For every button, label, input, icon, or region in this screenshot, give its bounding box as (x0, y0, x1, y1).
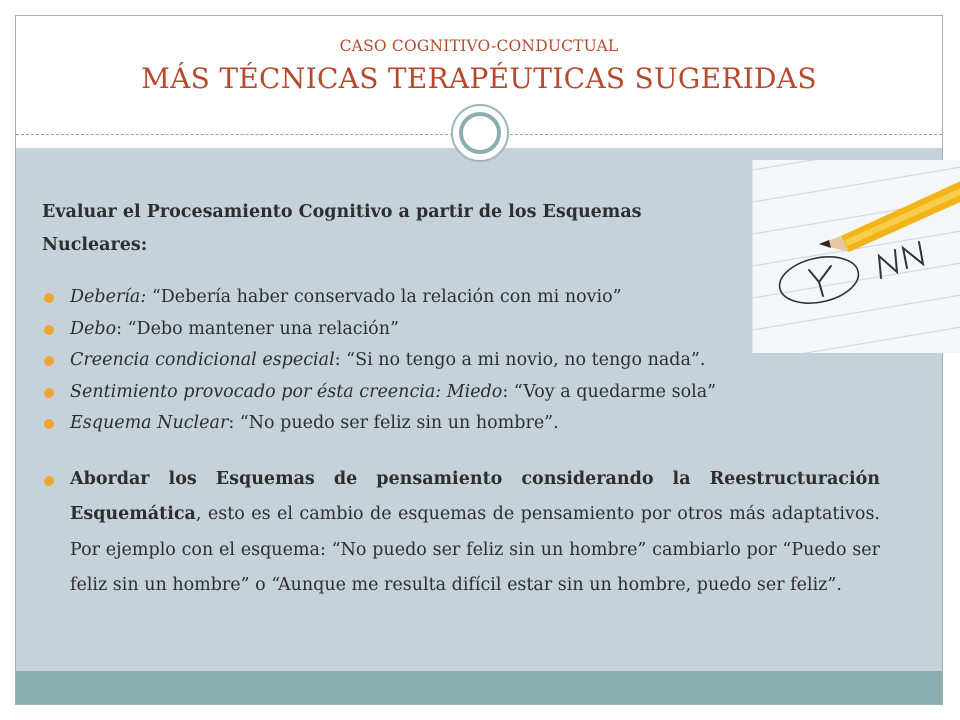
divider-ring-icon (451, 104, 509, 162)
item-label: Debería: (70, 287, 147, 307)
paragraph-item (42, 462, 880, 604)
list-item (42, 345, 880, 377)
list-item (42, 314, 880, 346)
slide-subtitle: CASO COGNITIVO-CONDUCTUAL (339, 37, 619, 55)
section-heading-line2: Nucleares: (42, 235, 148, 255)
footer-band (16, 671, 942, 704)
item-text: “Debería haber conservado la relación con mi novio” (146, 287, 622, 307)
list-item (42, 282, 880, 314)
paragraph-bold: Abordar los Esquemas de pensamiento considerando la Reestructuración Esquemática (70, 468, 880, 524)
section-heading-line1: Evaluar el Procesamiento Cognitivo a partir de los Esquemas (42, 202, 642, 222)
list-item (42, 408, 880, 440)
slide-title: MÁS TÉCNICAS TERAPÉUTICAS SUGERIDAS (141, 62, 817, 95)
item-text: : “Si no tengo a mi novio, no tengo nada”. (334, 350, 706, 370)
item-label: Creencia condicional especial (70, 350, 335, 370)
item-label: Esquema Nuclear (70, 413, 229, 433)
item-text: : “Debo mantener una relación” (116, 318, 399, 339)
bullet-list (42, 282, 880, 604)
item-label: Debo (70, 318, 117, 339)
list-item (42, 377, 880, 409)
item-text: : “No puedo ser feliz sin un hombre”. (228, 413, 559, 433)
item-label: Sentimiento provocado por ésta creencia: Miedo (70, 381, 503, 402)
item-text: : “Voy a quedarme sola” (502, 381, 717, 402)
slide-content (42, 196, 880, 604)
section-heading (42, 196, 880, 262)
paragraph-text: , esto es el cambio de esquemas de pensamiento por otros más adaptativos. Por ejemplo con el esquema: “No puedo ser feliz sin un hombre” cambiarlo por “Puedo ser feliz sin un hombre” o “Aunque me resulta difícil estar sin un hombre, puedo ser feliz”. (70, 504, 880, 595)
